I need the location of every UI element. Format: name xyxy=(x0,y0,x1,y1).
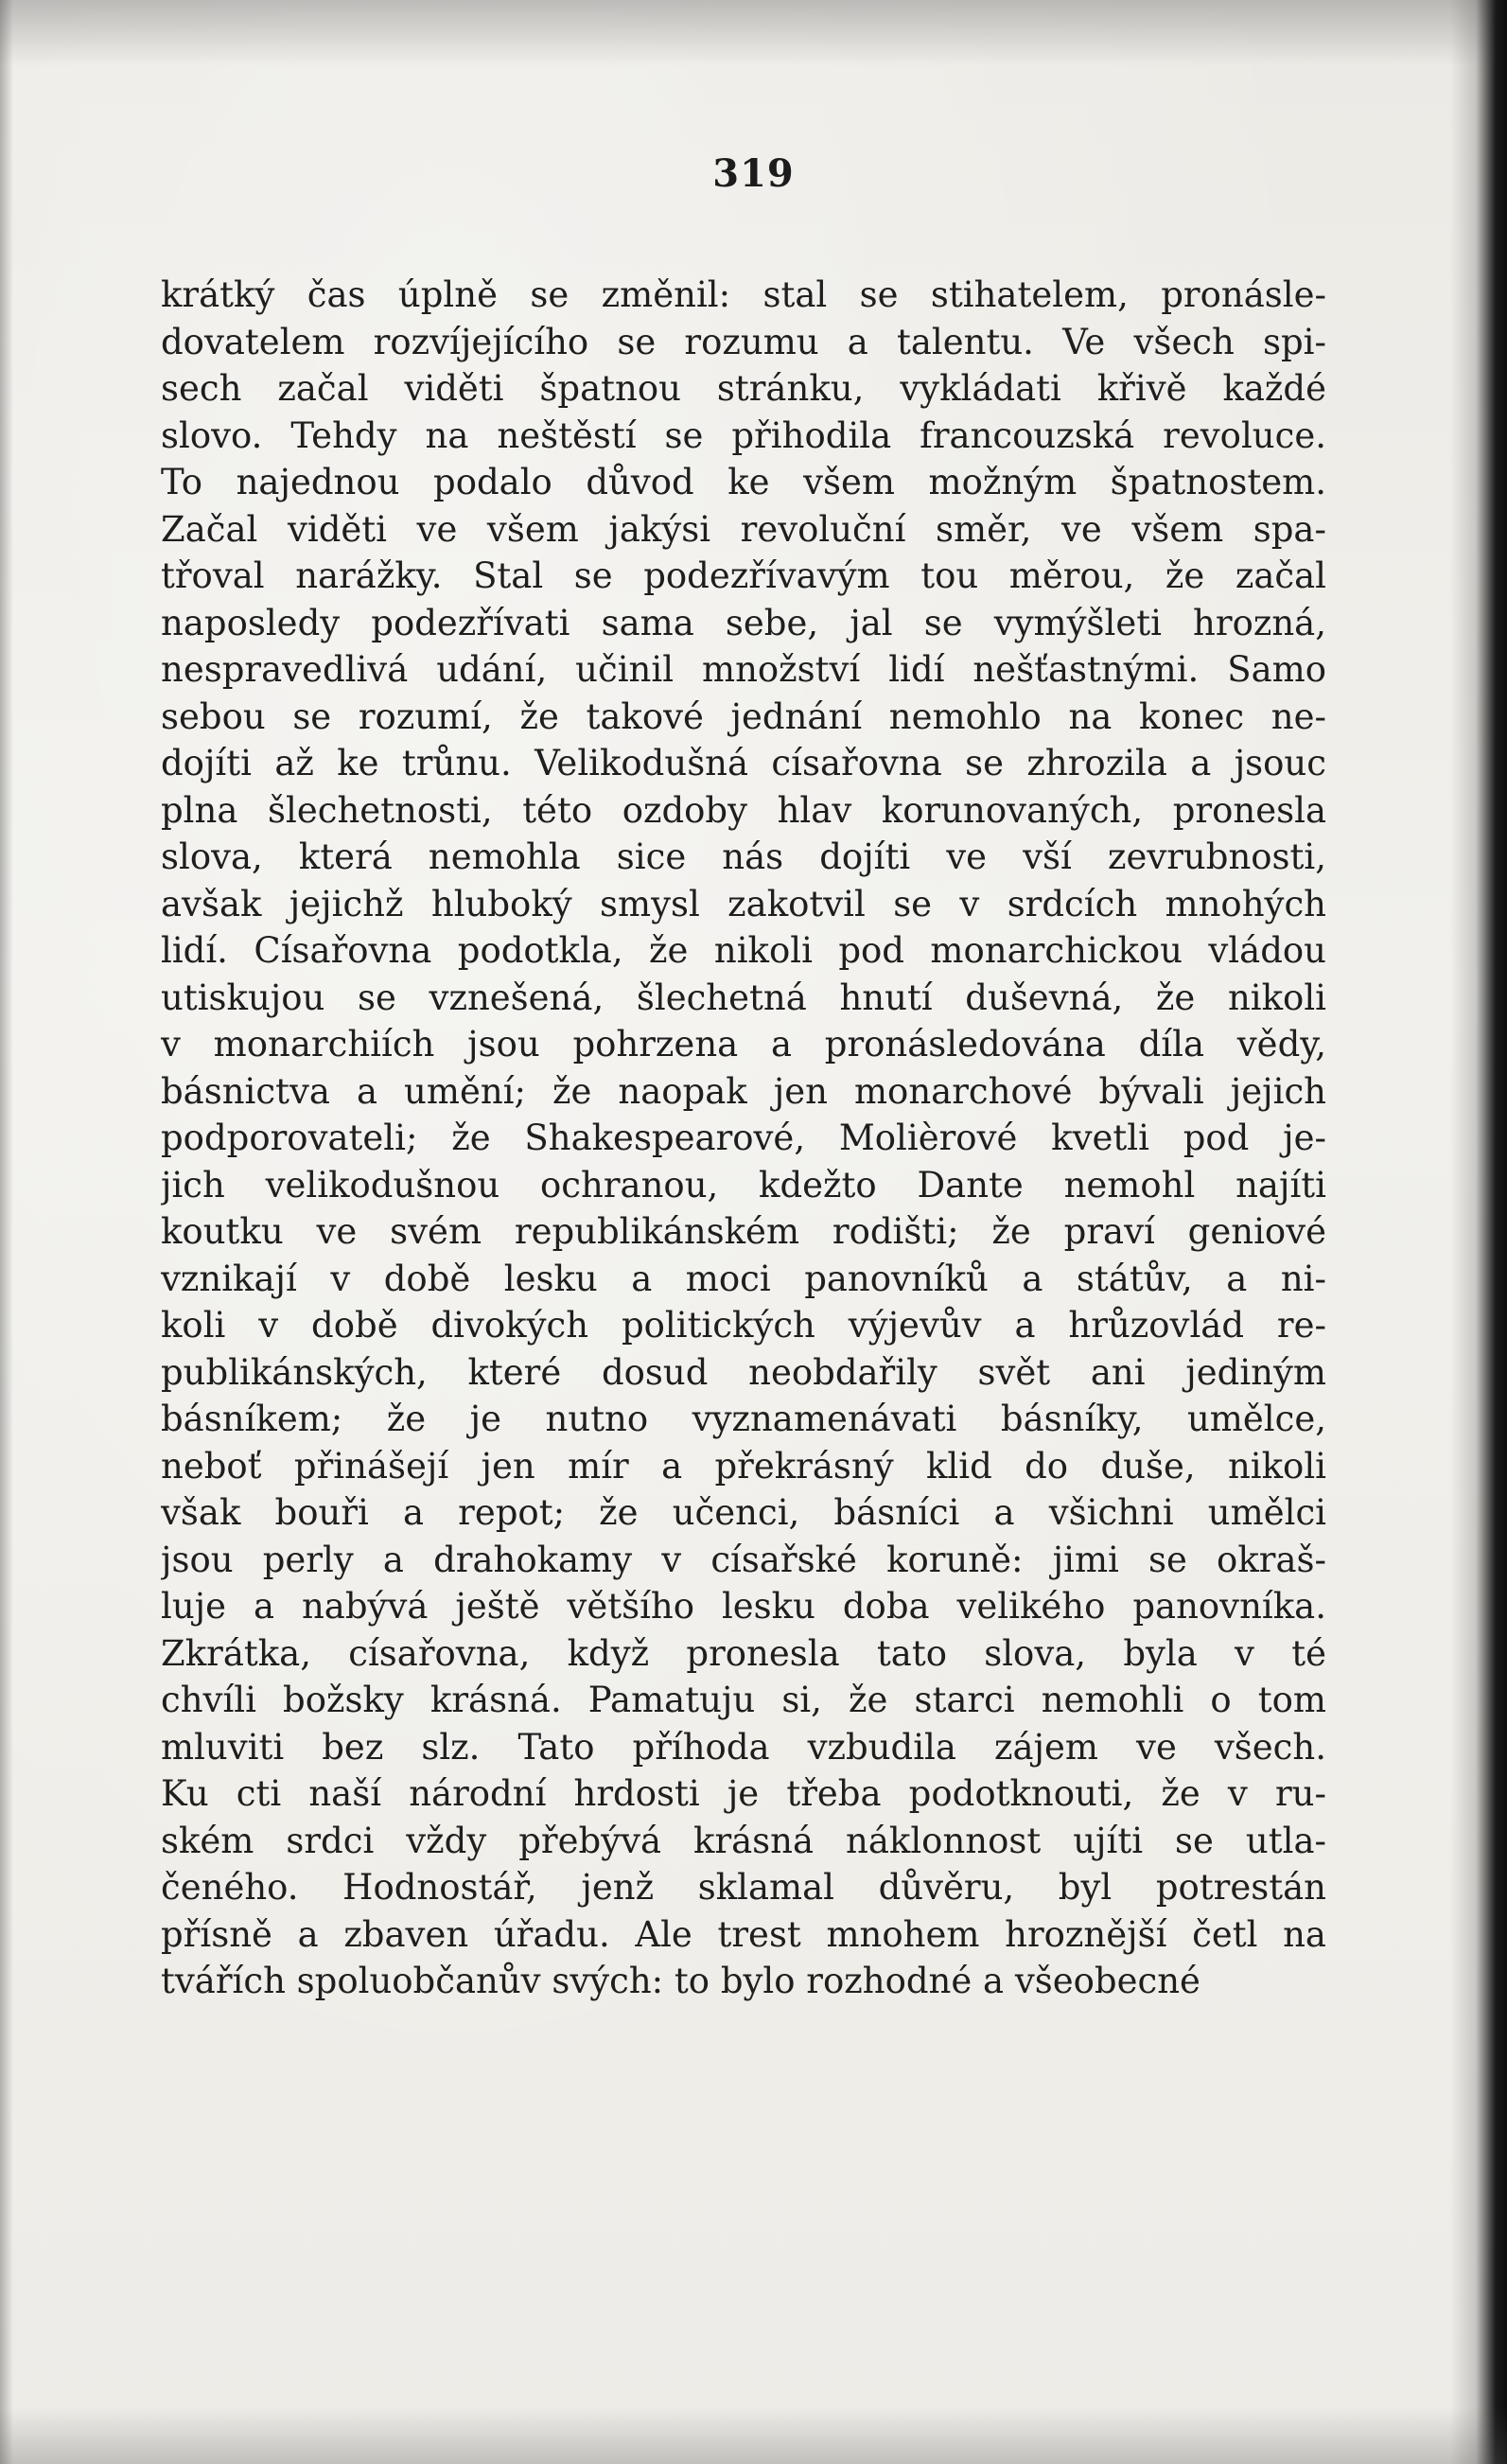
text-line: koli v době divokých politických výjevův a hrůzovlád re- xyxy=(161,1305,1326,1346)
page-number: 319 xyxy=(712,151,795,196)
scan-shadow-left xyxy=(0,0,13,2464)
text-line: jsou perly a drahokamy v císařské koruně: jimi se okraš- xyxy=(161,1539,1326,1580)
text-line: Ku cti naší národní hrdosti je třeba podotknouti, že v ru- xyxy=(161,1773,1326,1814)
text-line: přísně a zbaven úřadu. Ale trest mnohem hroznější četl na xyxy=(161,1913,1326,1955)
text-line: utiskujou se vznešená, šlechetná hnutí duševná, že nikoli xyxy=(161,977,1326,1018)
text-line: v monarchiích jsou pohrzena a pronásledována díla vědy, xyxy=(161,1024,1326,1065)
scan-shadow-top xyxy=(0,0,1507,66)
text-line: nespravedlivá udání, učinil množství lidí nešťastnými. Samo xyxy=(161,649,1326,690)
text-line: To najednou podalo důvod ke všem možným špatnostem. xyxy=(161,462,1326,502)
body-text xyxy=(161,272,1326,2005)
text-line: sebou se rozumí, že takové jednání nemohlo na konec ne- xyxy=(161,695,1326,737)
text-line: básnictva a umění; že naopak jen monarchové bývali jejich xyxy=(161,1070,1326,1112)
text-line: čeného. Hodnostář, jenž sklamal důvěru, byl potrestán xyxy=(161,1867,1326,1908)
text-line: ském srdci vždy přebývá krásná náklonnost ujíti se utla- xyxy=(161,1820,1326,1861)
text-line: avšak jejichž hluboký smysl zakotvil se v srdcích mnohých xyxy=(161,883,1326,924)
text-line: naposledy podezřívati sama sebe, jal se vymýšleti hrozná, xyxy=(161,602,1326,643)
text-line: dojíti až ke trůnu. Velikodušná císařovna se zhrozila a jsouc xyxy=(161,743,1326,783)
text-line: třoval narážky. Stal se podezřívavým tou měrou, že začal xyxy=(161,555,1326,596)
text-line: však bouři a repot; že učenci, básníci a všichni umělci xyxy=(161,1492,1326,1533)
text-line: básníkem; že je nutno vyznamenávati básníky, umělce, xyxy=(161,1399,1326,1439)
text-line: neboť přinášejí jen mír a překrásný klid do duše, nikoli xyxy=(161,1445,1326,1487)
text-line: slova, která nemohla sice nás dojíti ve vší zevrubnosti, xyxy=(161,836,1326,877)
text-line: koutku ve svém republikánském rodišti; že praví geniové xyxy=(161,1211,1326,1252)
text-line: slovo. Tehdy na neštěstí se přihodila francouzská revoluce. xyxy=(161,414,1326,456)
text-line: podporovateli; že Shakespearové, Molièrové kvetli pod je- xyxy=(161,1118,1326,1158)
text-line: Začal viděti ve všem jakýsi revoluční směr, ve všem spa- xyxy=(161,508,1326,550)
text-line: lidí. Císařovna podotkla, že nikoli pod monarchickou vládou xyxy=(161,930,1326,971)
text-line: mluviti bez slz. Tato příhoda vzbudila zájem ve všech. xyxy=(161,1726,1326,1768)
text-line: Zkrátka, císařovna, když pronesla tato slova, byla v té xyxy=(161,1632,1326,1674)
text-line: sech začal viděti špatnou stránku, vykládati křivě každé xyxy=(161,368,1326,409)
text-line: tvářích spoluobčanův svých: to bylo rozhodné a všeobecné xyxy=(161,1961,1200,2001)
text-line: plna šlechetnosti, této ozdoby hlav korunovaných, pronesla xyxy=(161,789,1326,831)
text-line: krátký čas úplně se změnil: stal se stihatelem, pronásle- xyxy=(161,274,1326,315)
scan-shadow-bottom xyxy=(0,2407,1507,2464)
text-line: publikánských, které dosud neobdařily svět ani jediným xyxy=(161,1351,1326,1393)
text-line: luje a nabývá ještě většího lesku doba velikého panovníka. xyxy=(161,1586,1326,1627)
text-line: chvíli božsky krásná. Pamatuju si, že starci nemohli o tom xyxy=(161,1680,1326,1720)
text-line: dovatelem rozvíjejícího se rozumu a talentu. Ve všech spi- xyxy=(161,321,1326,362)
text-line: vznikají v době lesku a moci panovníků a státův, a ni- xyxy=(161,1258,1326,1299)
scan-shadow-right xyxy=(1450,0,1507,2464)
text-line: jich velikodušnou ochranou, kdežto Dante nemohl najíti xyxy=(161,1164,1326,1206)
